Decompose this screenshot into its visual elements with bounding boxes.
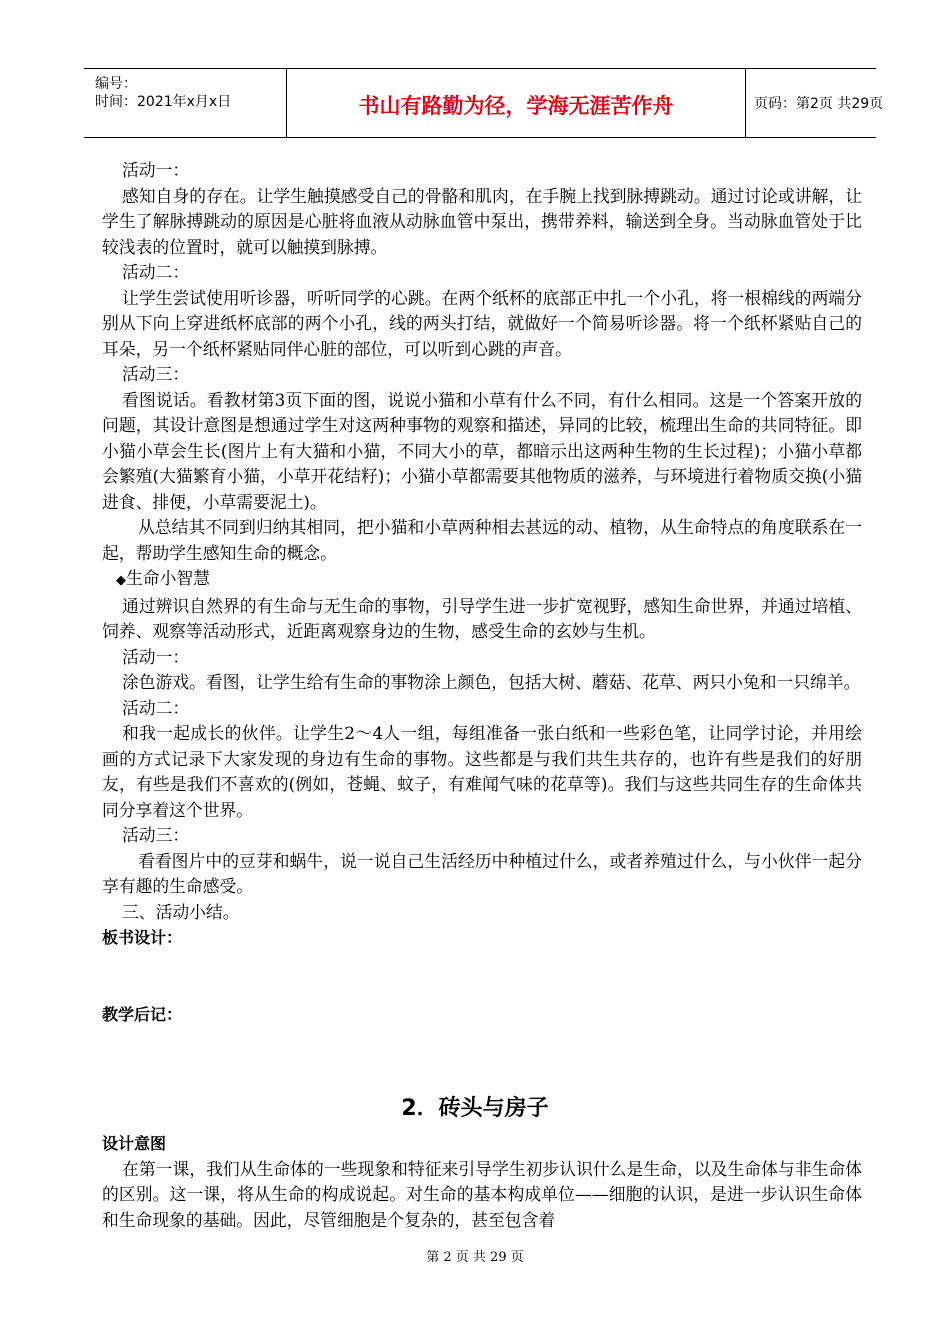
header-middle-cell: [286, 69, 746, 137]
page-header: [84, 68, 884, 138]
lesson-title: 2．砖头与房子: [401, 1096, 549, 1121]
serial-label: 编号：: [95, 76, 137, 92]
paragraph: 从总结其不同到归纳其相同，把小猫和小草两种相去甚远的动、植物，从生命特点的角度联系在一起，帮助学生感知生命的概念。: [102, 517, 862, 563]
paragraph: 活动二：: [122, 262, 190, 282]
paragraph: 在第一课，我们从生命体的一些现象和特征来引导学生初步认识什么是生命，以及生命体与非生命体的区别。这一课，将从生命的构成说起。对生命的基本构成单位——细胞的认识，是进一步认识生命体和生命现象的基础。因此，尽管细胞是个复杂的，甚至包含着: [102, 1158, 862, 1230]
paragraph: 感知自身的存在。让学生触摸感受自己的骨骼和肌肉，在手腕上找到脉搏跳动。通过讨论或讲解，让学生了解脉搏跳动的原因是心脏将血液从动脉血管中泵出，携带养料，输送到全身。当动脉血管处于比较浅表的位置时，就可以触摸到脉搏。: [102, 185, 862, 257]
paragraph: 通过辨识自然界的有生命与无生命的事物，引导学生进一步扩宽视野，感知生命世界，并通过培植、饲养、观察等活动形式，近距离观察身边的生物，感受生命的玄妙与生机。: [102, 595, 862, 641]
board-design-label: 板书设计：: [102, 928, 183, 947]
header-right-cell: [744, 69, 884, 137]
section-heading: [102, 566, 862, 594]
paragraph: 活动一：: [122, 160, 190, 180]
document-body: [102, 158, 862, 1027]
paragraph: 活动三：: [122, 825, 190, 845]
paragraph: 活动二：: [122, 697, 190, 718]
paragraph: 活动三：: [122, 364, 190, 384]
header-left-cell: [84, 69, 286, 137]
header-motto: 书山有路勤为径，学海无涯苦作舟: [358, 94, 674, 118]
paragraph: 看图说话。看教材第3页下面的图，说说小猫和小草有什么不同，有什么相同。这是一个答案开放的问题，其设计意图是想通过学生对这两种事物的观察和描述，异同的比较，梳理出生命的共同特征。即小猫小草会生长(图片上有大猫和小猫，不同大小的草，都暗示出这两种生物的生长过程)；小猫小草都会繁殖(大猫繁育小猫，小草开花结籽)；小猫小草都需要其他物质的滋养，与环境进行着物质交换(小猫进食、排便，小草需要泥土)。: [102, 389, 862, 512]
section-heading-text: 生命小智慧: [126, 568, 210, 588]
paragraph: 和我一起成长的伙伴。让学生2～4人一组，每组准备一张白纸和一些彩色笔，让同学讨论，并用绘画的方式记录下大家发现的身边有生命的事物。这些都是与我们共生共存的，也许有些是我们的好朋友，有些是我们不喜欢的(例如，苍蝇、蚊子，有难闻气味的花草等)。我们与这些共同生存的生命体共同分享着这个世界。: [102, 723, 862, 820]
header-page-info: 页码：第2页 共29页: [754, 96, 884, 112]
paragraph: 三、活动小结。: [122, 901, 240, 922]
page-footer: 第 2 页 共 29 页: [426, 1250, 524, 1265]
teaching-notes-label: 教学后记：: [102, 1004, 183, 1024]
diamond-bullet-icon: ◆: [116, 573, 126, 588]
paragraph: 涂色游戏。看图，让学生给有生命的事物涂上颜色，包括大树、蘑菇、花草、两只小兔和一只绵羊。: [122, 672, 861, 692]
design-intent-section: [102, 1131, 862, 1233]
paragraph: 让学生尝试使用听诊器，听听同学的心跳。在两个纸杯的底部正中扎一个小孔，将一根棉线的两端分别从下向上穿进纸杯底部的两个小孔，线的两头打结，就做好一个简易听诊器。将一个纸杯紧贴自己的耳朵，另一个纸杯紧贴同伴心脏的部位，可以听到心跳的声音。: [102, 287, 862, 359]
paragraph: 活动一：: [122, 646, 190, 667]
time-label: 时间：2021年x月x日: [95, 94, 232, 110]
design-heading: 设计意图: [102, 1134, 167, 1153]
paragraph: 看看图片中的豆芽和蜗牛，说一说自己生活经历中种植过什么，或者养殖过什么，与小伙伴一起分享有趣的生命感受。: [102, 850, 862, 896]
